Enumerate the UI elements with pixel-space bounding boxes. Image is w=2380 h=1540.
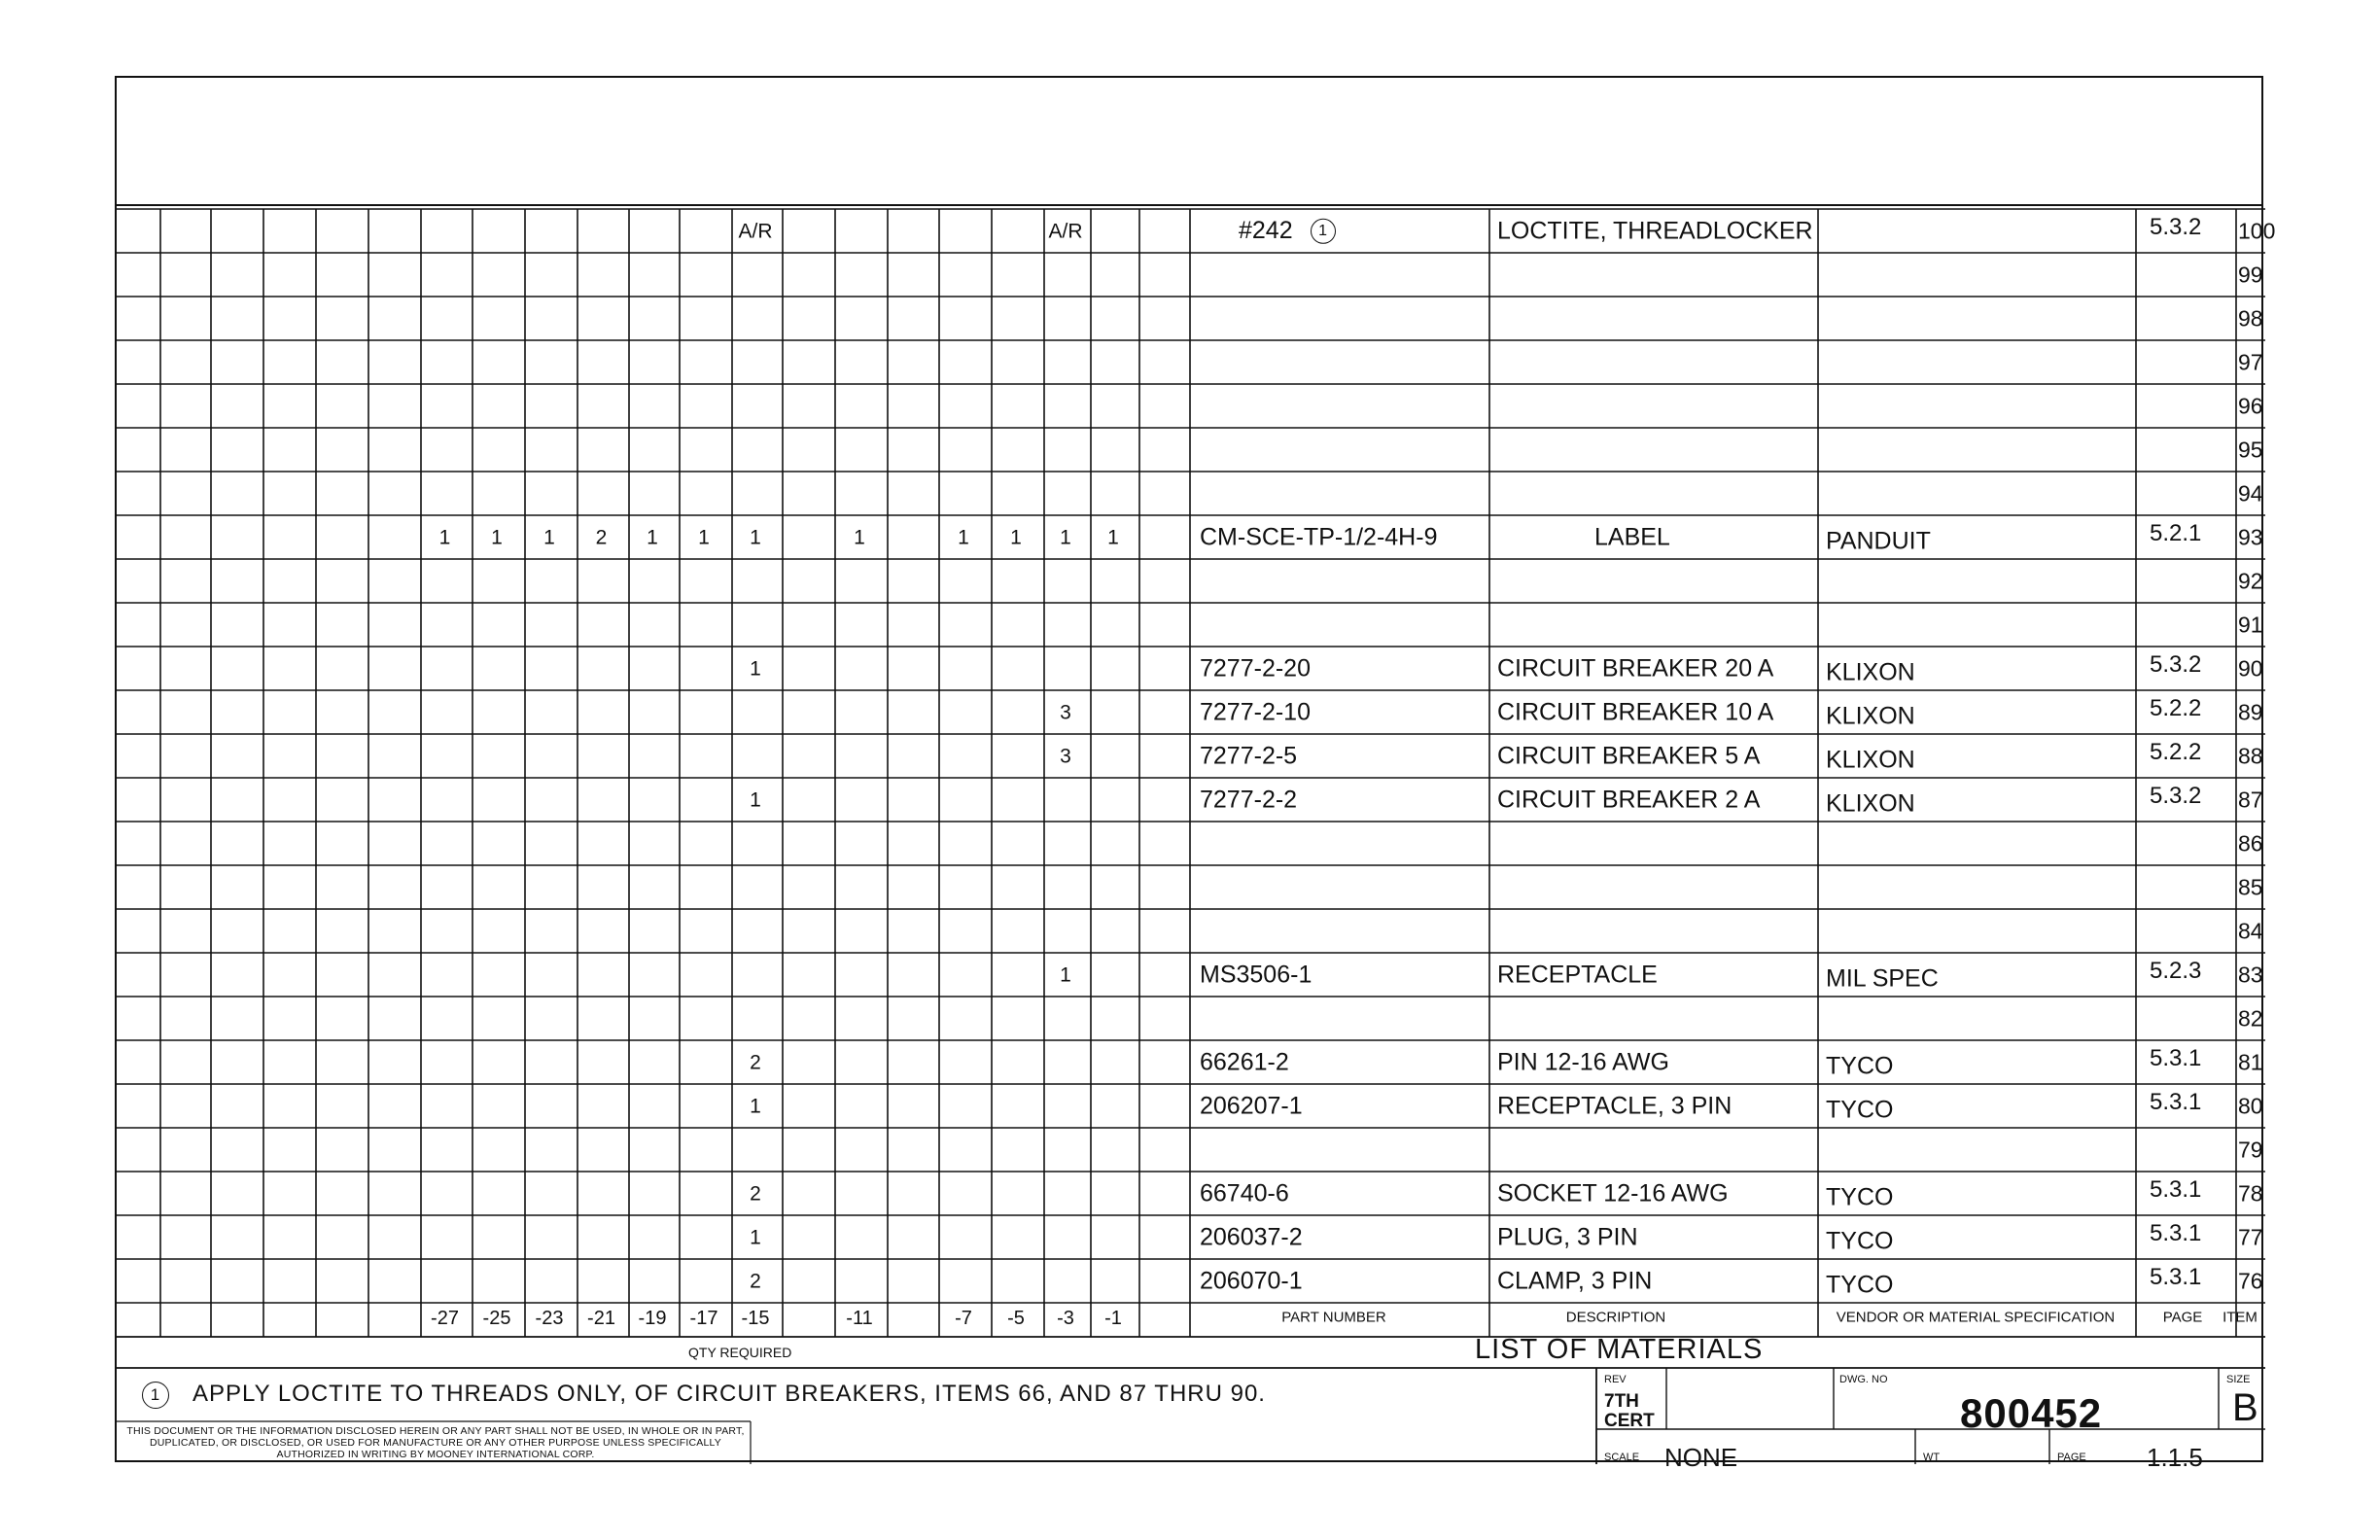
page-ref: 5.3.1 — [2150, 1175, 2202, 1203]
header-vendor: VENDOR OR MATERIAL SPECIFICATION — [1836, 1309, 2116, 1326]
qty-cell: 1 — [750, 1226, 761, 1248]
vendor: PANDUIT — [1826, 527, 1931, 554]
qty-cell: 1 — [491, 526, 503, 548]
item-number: 93 — [2238, 524, 2263, 549]
dash-number: -3 — [1057, 1308, 1074, 1329]
header-item: ITEM — [2222, 1309, 2258, 1326]
item-number: 83 — [2238, 962, 2263, 987]
qty-cell: A/R — [738, 220, 773, 242]
item-number: 87 — [2238, 787, 2263, 812]
vendor: TYCO — [1826, 1052, 1894, 1079]
item-number: 76 — [2238, 1268, 2263, 1293]
qty-cell: 1 — [750, 1095, 761, 1117]
part-number-text: 7277-2-10 — [1200, 698, 1311, 725]
item-number: 94 — [2238, 480, 2263, 506]
qty-cell: 1 — [647, 526, 658, 548]
dwg-no-label: DWG. NO — [1839, 1374, 1888, 1385]
description: CIRCUIT BREAKER 5 A — [1497, 742, 1761, 769]
rev-value: 7TH CERT — [1604, 1391, 1655, 1431]
dash-number: -17 — [689, 1308, 718, 1329]
page-label: PAGE — [2057, 1452, 2086, 1463]
part-number-text: MS3506-1 — [1200, 961, 1312, 988]
item-number: 78 — [2238, 1180, 2263, 1206]
description: LABEL — [1594, 523, 1670, 550]
header-description: DESCRIPTION — [1565, 1309, 1666, 1326]
size-label: SIZE — [2226, 1374, 2251, 1385]
page-ref: 5.3.1 — [2150, 1088, 2202, 1115]
part-number — [1200, 1050, 1289, 1074]
item-number: 85 — [2238, 874, 2263, 899]
description: CIRCUIT BREAKER 10 A — [1497, 698, 1774, 725]
qty-cell: 1 — [1010, 526, 1022, 548]
dash-number: -21 — [587, 1308, 615, 1329]
page-ref: 5.3.1 — [2150, 1219, 2202, 1246]
item-number: 99 — [2238, 262, 2263, 287]
item-number: 77 — [2238, 1224, 2263, 1249]
qty-cell: 3 — [1060, 745, 1071, 767]
qty-cell: 2 — [595, 526, 608, 548]
size-value: B — [2232, 1386, 2258, 1429]
part-number — [1200, 1269, 1303, 1293]
item-number: 95 — [2238, 437, 2263, 462]
page-ref: 5.2.1 — [2150, 519, 2202, 546]
item-number: 79 — [2238, 1137, 2263, 1162]
dash-number: -27 — [431, 1308, 459, 1329]
part-number-text: 206037-2 — [1200, 1223, 1303, 1250]
dash-number: -5 — [1007, 1308, 1025, 1329]
dash-number: -1 — [1104, 1308, 1122, 1329]
description: CIRCUIT BREAKER 20 A — [1497, 654, 1774, 682]
qty-required-label: QTY REQUIRED — [688, 1345, 792, 1360]
description: RECEPTACLE — [1497, 961, 1658, 988]
qty-cell: 1 — [750, 526, 761, 548]
item-number: 88 — [2238, 743, 2263, 768]
page-ref: 5.2.3 — [2150, 957, 2202, 984]
page-ref: 5.3.1 — [2150, 1263, 2202, 1290]
wt-label: WT — [1923, 1452, 1941, 1463]
item-number: 80 — [2238, 1093, 2263, 1118]
part-number — [1200, 744, 1297, 768]
part-number — [1200, 1094, 1303, 1118]
dash-number: -11 — [846, 1308, 873, 1329]
page-ref: 5.3.1 — [2150, 1044, 2202, 1071]
qty-cell: 1 — [543, 526, 555, 548]
description: SOCKET 12-16 AWG — [1497, 1179, 1729, 1207]
part-number-text: 66740-6 — [1200, 1179, 1289, 1207]
vendor: TYCO — [1826, 1271, 1894, 1298]
description: PIN 12-16 AWG — [1497, 1048, 1669, 1075]
item-number: 82 — [2238, 1005, 2263, 1031]
item-number: 89 — [2238, 699, 2263, 724]
page-ref: 5.2.2 — [2150, 694, 2202, 721]
description: CLAMP, 3 PIN — [1497, 1267, 1653, 1294]
item-number: 86 — [2238, 830, 2263, 856]
qty-cell: 2 — [750, 1182, 761, 1205]
part-number-text: 7277-2-2 — [1200, 786, 1298, 813]
qty-cell: 1 — [750, 788, 761, 811]
qty-cell: 1 — [958, 526, 969, 548]
bom-grid — [117, 78, 2265, 1464]
part-number — [1200, 1225, 1303, 1249]
item-number: 91 — [2238, 612, 2263, 637]
qty-cell: A/R — [1048, 220, 1083, 242]
page-ref: 5.3.2 — [2150, 650, 2202, 678]
part-number-text: #242 — [1239, 216, 1293, 244]
item-number: 84 — [2238, 918, 2263, 943]
part-number-text: 66261-2 — [1200, 1048, 1289, 1075]
qty-cell: 1 — [854, 526, 865, 548]
part-number-text: 7277-2-5 — [1200, 742, 1298, 769]
list-title: LIST OF MATERIALS — [1475, 1334, 1764, 1365]
drawing-sheet — [115, 76, 2263, 1462]
note-ref-marker: 1 — [1311, 219, 1336, 244]
description: RECEPTACLE, 3 PIN — [1497, 1092, 1732, 1119]
item-number: 97 — [2238, 349, 2263, 374]
dash-number: -15 — [741, 1308, 770, 1329]
qty-cell: 1 — [1107, 526, 1119, 548]
vendor: TYCO — [1826, 1183, 1894, 1210]
part-number-text: 7277-2-20 — [1200, 654, 1311, 682]
vendor: MIL SPEC — [1826, 964, 1939, 992]
dash-number: -19 — [638, 1308, 667, 1329]
note-marker: 1 — [142, 1382, 169, 1409]
scale-label: SCALE — [1604, 1452, 1640, 1463]
part-number — [1200, 962, 1312, 987]
qty-cell: 2 — [750, 1051, 761, 1073]
page-ref: 5.3.2 — [2150, 213, 2202, 240]
item-number: 92 — [2238, 568, 2263, 593]
item-number: 96 — [2238, 393, 2263, 418]
qty-cell: 3 — [1060, 701, 1071, 723]
description: CIRCUIT BREAKER 2 A — [1497, 786, 1761, 813]
part-number — [1239, 218, 1336, 243]
vendor: KLIXON — [1826, 702, 1915, 729]
description: LOCTITE, THREADLOCKER — [1497, 217, 1813, 244]
dash-number: -23 — [535, 1308, 564, 1329]
vendor: TYCO — [1826, 1096, 1894, 1123]
proprietary-disclaimer: THIS DOCUMENT OR THE INFORMATION DISCLOSED HEREIN OR ANY PART SHALL NOT BE USED, IN WHOLE OR IN PART, DUPLICATED, OR DISCLOSED, OR USED FOR MANUFACTURE OR ANY OTHER PURPOSE UNLESS SPECIFICALLY AUTHORIZED IN WRITING BY MOONEY INTERNATIONAL CORP. — [126, 1425, 745, 1460]
qty-cell: 1 — [1060, 526, 1071, 548]
part-number — [1200, 525, 1437, 549]
part-number-text: 206070-1 — [1200, 1267, 1303, 1294]
item-number: 81 — [2238, 1049, 2263, 1074]
page-ref: 5.3.2 — [2150, 782, 2202, 809]
page-value: 1.1.5 — [2147, 1443, 2203, 1472]
vendor: KLIXON — [1826, 789, 1915, 817]
general-note — [142, 1381, 1266, 1409]
qty-cell: 1 — [698, 526, 710, 548]
item-number: 90 — [2238, 655, 2263, 681]
dash-number: -25 — [482, 1308, 511, 1329]
qty-cell: 2 — [750, 1270, 761, 1292]
rev-label: REV — [1604, 1374, 1627, 1385]
vendor: TYCO — [1826, 1227, 1894, 1254]
item-number: 98 — [2238, 305, 2263, 331]
scale-value: NONE — [1664, 1443, 1738, 1472]
page-ref: 5.2.2 — [2150, 738, 2202, 765]
dwg-no: 800452 — [1960, 1390, 2103, 1436]
part-number-text: CM-SCE-TP-1/2-4H-9 — [1200, 523, 1438, 550]
header-page: PAGE — [2162, 1309, 2203, 1326]
qty-cell: 1 — [438, 526, 451, 548]
header-part-number: PART NUMBER — [1281, 1309, 1386, 1326]
part-number — [1200, 656, 1311, 681]
vendor: KLIXON — [1826, 658, 1915, 685]
part-number-text: 206207-1 — [1200, 1092, 1303, 1119]
note-text: APPLY LOCTITE TO THREADS ONLY, OF CIRCUIT BREAKERS, ITEMS 66, AND 87 THRU 90. — [192, 1381, 1266, 1407]
vendor: KLIXON — [1826, 746, 1915, 773]
qty-cell: 1 — [1060, 963, 1071, 986]
item-number: 100 — [2238, 218, 2276, 243]
dash-number: -7 — [955, 1308, 972, 1329]
qty-cell: 1 — [750, 657, 761, 680]
part-number — [1200, 1181, 1289, 1206]
part-number — [1200, 788, 1297, 812]
part-number — [1200, 700, 1311, 724]
description: PLUG, 3 PIN — [1497, 1223, 1638, 1250]
